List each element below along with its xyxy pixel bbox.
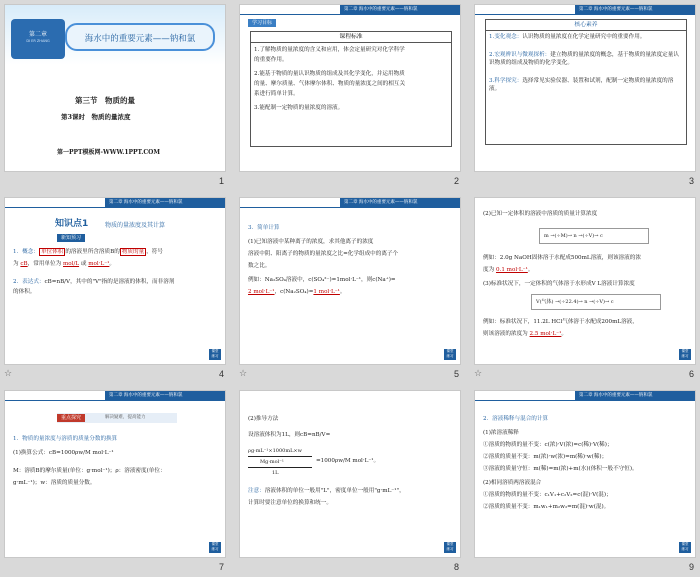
answer-line: 则该溶液的浓度为 2.5 mol·L⁻¹。 xyxy=(483,331,567,337)
slide-number: 2 xyxy=(453,176,459,186)
literacy-item: 1.变化观念：认识物质的量浓度在化学定量研究中的重要作用。 xyxy=(489,34,646,40)
slide-canvas xyxy=(474,197,696,365)
concept-line: 1．概念： 单位体积 的溶液里所含溶质B的 物质的量 ，符号 xyxy=(13,249,163,255)
text-line: ①溶质的物质的量不变：c₁V₁+c₂V₂=c(混)·V(混)； xyxy=(483,492,612,498)
star-icon[interactable]: ☆ xyxy=(4,369,13,379)
slide-canvas xyxy=(4,197,226,365)
header-bar-text: 第二章 海水中的重要元素——钠和氯 xyxy=(340,5,460,14)
text-line: ③溶液的质量守恒：m(稀)=m(浓)+m(水)(体积一般不守恒)。 xyxy=(483,466,638,472)
formula-diagram: V(气体) →(÷22.4)→ n →(÷V)→ c xyxy=(531,294,661,310)
knowledge-point-label: 知识点1 xyxy=(55,219,89,229)
literacy-box xyxy=(485,19,687,145)
header-bar-text: 第二章 海水中的重要元素——钠和氯 xyxy=(105,391,225,400)
star-icon[interactable]: ☆ xyxy=(239,369,248,379)
literacy-item: 3.科学探究：选择常见实验仪器、装置和试剂，配制一定物质的量浓度的溶液。 xyxy=(489,78,674,92)
answer-line: 度为 0.1 mol·L⁻¹。 xyxy=(483,267,534,273)
footer-text: 第一PPT模板网-WWW.1PPT.COM xyxy=(57,149,160,156)
slide-thumbnail-7[interactable] xyxy=(4,390,226,572)
slide-header xyxy=(5,391,225,401)
text-line: ②溶质的质量不变：m(浓)·w(浓)=m(稀)·w(稀)； xyxy=(483,454,608,460)
slide-thumbnail-6[interactable] xyxy=(474,197,696,379)
header-bar-text: 第二章 海水中的重要元素——钠和氯 xyxy=(105,198,225,207)
lesson-title: 第3课时 物质的量浓度 xyxy=(61,113,131,121)
text-line: (2)相同溶质两溶液混合 xyxy=(483,480,542,486)
standards-box xyxy=(250,31,452,147)
expression-line: 2．表达式：cB=nB/V，其中的"V"指的是溶液的体积，而非溶剂 xyxy=(13,279,175,285)
box-title: 核心素养 xyxy=(486,20,686,31)
slide-number: 1 xyxy=(218,176,224,186)
slide-canvas xyxy=(474,390,696,558)
slide-number: 5 xyxy=(453,369,459,379)
slide-thumbnail-9[interactable] xyxy=(474,390,696,572)
header-bar-text: 第二章 海水中的重要元素——钠和氯 xyxy=(575,5,695,14)
chapter-badge-en: DI ER ZHANG xyxy=(26,39,50,43)
slide-thumbnail-4[interactable] xyxy=(4,197,226,379)
section-title: 第三节 物质的量 xyxy=(75,96,135,105)
text-line: 溶液中阴、阳离子的物质的量浓度之比=化学组成中的离子个 xyxy=(248,251,399,257)
classroom-practice-button[interactable]: 课堂 练习 xyxy=(679,349,691,360)
star-icon[interactable]: ☆ xyxy=(474,369,483,379)
text-line: ②溶质的质量不变：m₁w₁+m₂w₂=m(混)·w(混)。 xyxy=(483,504,610,510)
section-heading: 2．溶液稀释与混合的计算 xyxy=(483,416,549,422)
text-line: (2)已知一定体积的溶液中溶质的质量计算浓度 xyxy=(483,211,598,217)
slide-number: 3 xyxy=(688,176,694,186)
fraction-denominator: Mg·mol⁻¹ xyxy=(260,459,284,465)
slide-number: 7 xyxy=(218,562,224,572)
slide-header xyxy=(5,198,225,208)
header-bar-text: 第二章 海水中的重要元素——钠和氯 xyxy=(340,198,460,207)
slide-canvas xyxy=(4,4,226,172)
text-line: 设溶液体积为1L，则cB=nB/V= xyxy=(248,432,331,438)
focus-subtitle: 解决疑难，提高能力 xyxy=(105,415,146,420)
section-heading: 1．物质的量浓度与溶质的质量分数的换算 xyxy=(13,436,118,442)
text-line: (2)推导方法 xyxy=(248,416,279,422)
concept-line-2: 为 cB，常用单位为 mol/L 或 mol·L⁻¹。 xyxy=(13,261,115,267)
text-line: g·mL⁻¹)；w：溶质的质量分数。 xyxy=(13,480,96,486)
text-line: =1000ρw/M mol·L⁻¹。 xyxy=(316,458,380,464)
slide-thumbnail-3[interactable] xyxy=(474,4,696,186)
fraction-bar xyxy=(248,456,312,457)
fraction-numerator: ρg·mL⁻¹×1000mL×w xyxy=(248,448,302,454)
slide-number: 9 xyxy=(688,562,694,572)
fraction-denominator: 1L xyxy=(272,470,279,476)
classroom-practice-button[interactable]: 课堂 练习 xyxy=(209,542,221,553)
standard-line: 的量、摩尔质量、气体摩尔体积、物质的量浓度之间的相互关 xyxy=(254,81,406,87)
text-line: (3)标准状况下，一定体积的气体溶于水形成V L溶液计算浓度 xyxy=(483,281,635,287)
chapter-badge-text: 第二章 xyxy=(28,31,47,38)
slide-thumbnail-2[interactable] xyxy=(239,4,461,186)
chapter-badge xyxy=(11,19,65,59)
slide-number: 4 xyxy=(218,369,224,379)
slide-thumbnail-8[interactable] xyxy=(239,390,461,572)
text-line: 例如：Na₂SO₄溶液中，c(SO₄²⁻)=1mol·L⁻¹，则c(Na⁺)= xyxy=(248,277,396,283)
text-line: 数之比。 xyxy=(248,263,271,269)
text-line: (1)已知溶液中某种离子的浓度，求其他离子的浓度 xyxy=(248,239,374,245)
standard-line: 系进行简单计算。 xyxy=(254,91,299,97)
section-tag: 学习目标 xyxy=(248,19,276,27)
preview-tag: 新知预习 xyxy=(57,234,85,242)
slide-canvas xyxy=(239,4,461,172)
slide-thumbnail-1[interactable] xyxy=(4,4,226,186)
text-line: 例如：2.0g NaOH固体溶于水配成500mL溶液，则该溶液的浓 xyxy=(483,255,641,261)
expression-line-2: 的体积。 xyxy=(13,289,36,295)
slide-number: 6 xyxy=(688,369,694,379)
slide-number: 8 xyxy=(453,562,459,572)
slide-header xyxy=(475,391,695,401)
literacy-item: 2.宏观辨识与微观探析：建立物质的量浓度的概念，基于物质的量浓度定量认识物质的组成及物质的化学变化。 xyxy=(489,52,679,66)
text-line: 例如：标准状况下，11.2L HCl气体溶于水配成200mL溶液， xyxy=(483,319,638,325)
text-line: (1)浓溶液稀释 xyxy=(483,430,519,436)
text-line: 计算时要注意单位的换算和统一。 xyxy=(248,500,332,506)
banner-title: 海水中的重要元素——钠和氯 xyxy=(84,34,196,44)
standard-line: 1.了解物质的量浓度的含义和应用，体会定量研究对化学科学 xyxy=(254,47,405,53)
slide-header xyxy=(240,5,460,15)
text-line: (1)换算公式：cB=1000ρw/M mol·L⁻¹ xyxy=(13,450,114,456)
text-line: M：溶质B的摩尔质量(单位：g·mol⁻¹)；ρ：溶液密度(单位： xyxy=(13,468,166,474)
standard-line: 2.能基于物质的量认识物质的组成及其化学变化，并运用物质 xyxy=(254,71,405,77)
standard-line: 的重要作用。 xyxy=(254,57,288,63)
fraction-bar xyxy=(248,467,312,468)
text-line: ①溶质的物质的量不变：c(浓)·V(浓)=c(稀)·V(稀)； xyxy=(483,442,613,448)
focus-tag: 重点探究 xyxy=(57,414,85,422)
knowledge-point-title: 物质的量浓度及其计算 xyxy=(105,222,166,229)
classroom-practice-button[interactable]: 课堂 练习 xyxy=(444,542,456,553)
header-bar-text: 第二章 海水中的重要元素——钠和氯 xyxy=(575,391,695,400)
section-heading: 3．简单计算 xyxy=(248,225,280,231)
classroom-practice-button[interactable]: 课堂 练习 xyxy=(209,349,221,360)
note-line: 注意：溶液体积的单位一般用"L"，密度单位一般用"g·mL⁻¹"， xyxy=(248,488,405,494)
title-banner xyxy=(65,23,215,51)
slide-canvas xyxy=(4,390,226,558)
classroom-practice-button[interactable]: 课堂 练习 xyxy=(444,349,456,360)
slide-header xyxy=(475,5,695,15)
formula-diagram: m →(÷M)→ n →(÷V)→ c xyxy=(539,228,649,244)
standard-line: 3.能配制一定物质的量浓度的溶液。 xyxy=(254,105,344,111)
slide-canvas xyxy=(474,4,696,172)
box-title: 课程标准 xyxy=(251,32,451,43)
classroom-practice-button[interactable]: 课堂 练习 xyxy=(679,542,691,553)
slide-canvas xyxy=(239,390,461,558)
slide-thumbnail-5[interactable] xyxy=(239,197,461,379)
slide-header xyxy=(240,198,460,208)
slide-canvas xyxy=(239,197,461,365)
answer-line: 2 mol·L⁻¹，c(Na₂SO₄)=1 mol·L⁻¹。 xyxy=(248,289,346,295)
